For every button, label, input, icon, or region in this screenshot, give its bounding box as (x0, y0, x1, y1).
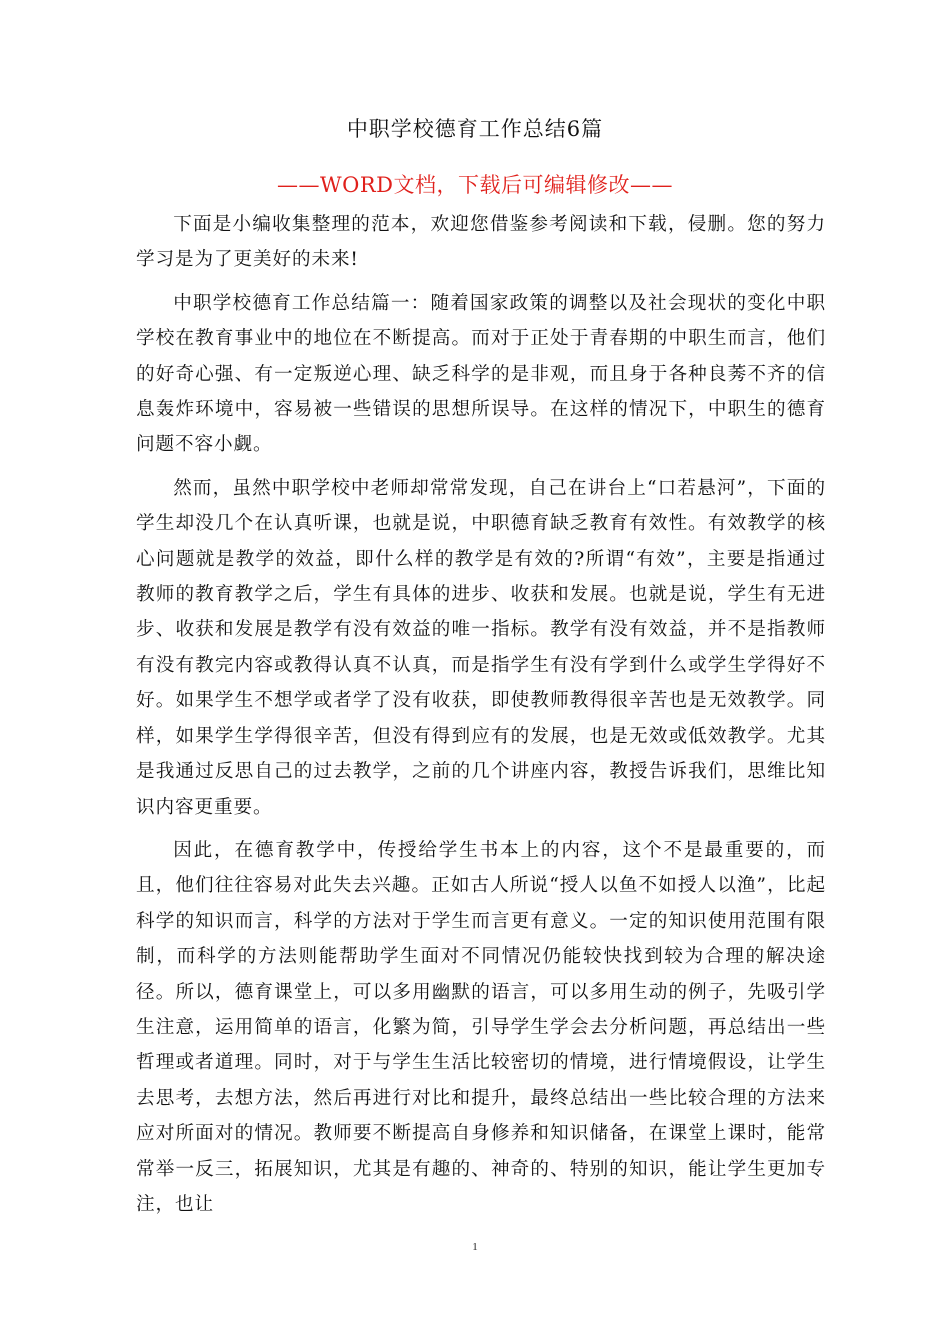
document-body (136, 207, 826, 1230)
page-number: 1 (472, 1241, 478, 1253)
document-title: 中职学校德育工作总结6篇 (346, 117, 604, 141)
paragraph-methods: 因此，在德育教学中，传授给学生书本上的内容，这个不是最重要的，而且，他们往往容易对此失去兴趣。正如古人所说“授人以鱼不如授人以渔”，比起科学的知识而言，科学的方法对于学生而言更有意义。一定的知识使用范围有限制，而科学的方法则能帮助学生面对不同情况仍能较快找到较为合理的解决途径。所以，德育课堂上，可以多用幽默的语言，可以多用生动的例子，先吸引学生注意，运用简单的语言，化繁为简，引导学生学会去分析问题，再总结出一些哲理或者道理。同时，对于与学生生活比较密切的情境，进行情境假设，让学生去思考，去想方法，然后再进行对比和提升，最终总结出一些比较合理的方法来应对所面对的情况。教师要不断提高自身修养和知识储备，在课堂上课时，能常常举一反三，拓展知识，尤其是有趣的、神奇的、特别的知识，能让学生更加专注，也让 (136, 839, 826, 1215)
paragraph-part-one: 中职学校德育工作总结篇一：随着国家政策的调整以及社会现状的变化中职学校在教育事业中的地位在不断提高。而对于正处于青春期的中职生而言，他们的好奇心强、有一定叛逆心理、缺乏科学的是非观，而且身于各种良莠不齐的信息轰炸环境中，容易被一些错误的思想所误导。在这样的情况下，中职生的德育问题不容小觑。 (136, 292, 826, 456)
paragraph-intro: 下面是小编收集整理的范本，欢迎您借鉴参考阅读和下载，侵删。您的努力学习是为了更美好的未来! (136, 214, 826, 271)
paragraph-effectiveness: 然而，虽然中职学校中老师却常常发现，自己在讲台上“口若悬河”，下面的学生却没几个在认真听课，也就是说，中职德育缺乏教育有效性。有效教学的核心问题就是教学的效益，即什么样的教学是有效的?所谓“有效”，主要是指通过教师的教育教学之后，学生有具体的进步、收获和发展。也就是说，学生有无进步、收获和发展是教学有没有效益的唯一指标。教学有没有效益，并不是指教师有没有教完内容或教得认真不认真，而是指学生有没有学到什么或学生学得好不好。如果学生不想学或者学了没有收获，即使教师教得很辛苦也是无效教学。同样，如果学生学得很辛苦，但没有得到应有的发展，也是无效或低效教学。尤其是我通过反思自己的过去教学，之前的几个讲座内容，教授告诉我们，思维比知识内容更重要。 (136, 477, 826, 818)
document-subtitle: ——WORD文档，下载后可编辑修改—— (277, 173, 673, 197)
